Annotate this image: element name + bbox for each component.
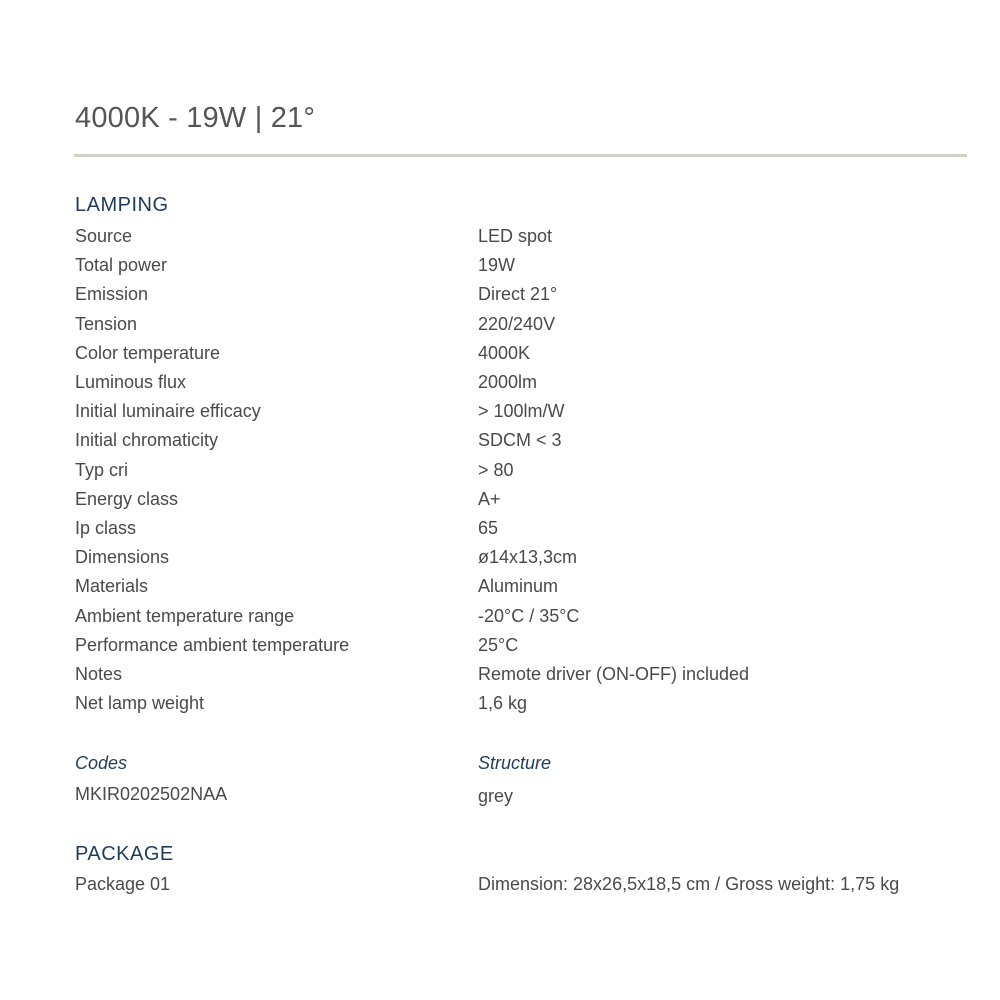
spec-row: [75, 426, 955, 455]
structure-value: grey: [478, 786, 514, 806]
codes-value: MKIR0202502NAA: [75, 784, 228, 804]
codes-label: Codes: [75, 753, 128, 773]
spec-row: [75, 456, 955, 485]
spec-label: Ip class: [75, 517, 137, 538]
spec-label: Energy class: [75, 488, 179, 509]
spec-label: Ambient temperature range: [75, 605, 295, 626]
spec-row: [75, 397, 955, 426]
package-value: Dimension: 28x26,5x18,5 cm / Gross weight: 1,75 kg: [478, 874, 900, 894]
spec-value: 19W: [478, 255, 516, 276]
spec-value: > 80: [478, 459, 514, 480]
spec-label: Notes: [75, 663, 123, 684]
spec-label: Luminous flux: [75, 372, 187, 393]
spec-label: Materials: [75, 576, 149, 597]
spec-value: 65: [478, 517, 499, 538]
spec-label: Typ cri: [75, 459, 129, 480]
package-heading: PACKAGE: [75, 843, 174, 865]
spec-row: [75, 310, 955, 339]
spec-value: 25°C: [478, 634, 519, 655]
spec-row: [75, 660, 955, 689]
spec-value: -20°C / 35°C: [478, 605, 580, 626]
spec-row: [75, 280, 955, 309]
spec-label: Total power: [75, 255, 168, 276]
spec-value: Aluminum: [478, 576, 559, 597]
spec-row: [75, 631, 955, 660]
spec-row: [75, 251, 955, 280]
lamping-heading: LAMPING: [75, 194, 169, 216]
lamping-spec-list: [75, 222, 955, 718]
spec-label: Tension: [75, 313, 138, 334]
spec-value: SDCM < 3: [478, 430, 562, 451]
spec-label: Initial chromaticity: [75, 430, 219, 451]
spec-row: [75, 514, 955, 543]
spec-label: Color temperature: [75, 342, 221, 363]
spec-row: [75, 222, 955, 251]
spec-value: A+: [478, 488, 501, 509]
spec-label: Emission: [75, 284, 149, 305]
spec-label: Performance ambient temperature: [75, 634, 350, 655]
spec-row: [75, 601, 955, 630]
spec-label: Net lamp weight: [75, 693, 205, 714]
spec-label: Source: [75, 226, 133, 247]
spec-value: Direct 21°: [478, 284, 558, 305]
page-title: 4000K - 19W | 21°: [75, 102, 316, 134]
spec-row: [75, 339, 955, 368]
spec-row: [75, 543, 955, 572]
spec-value: LED spot: [478, 226, 553, 247]
package-label: Package 01: [75, 874, 171, 894]
spec-value: ø14x13,3cm: [478, 547, 578, 568]
spec-value: 2000lm: [478, 372, 538, 393]
spec-value: 220/240V: [478, 313, 556, 334]
spec-row: [75, 689, 955, 718]
spec-row: [75, 572, 955, 601]
spec-row: [75, 368, 955, 397]
spec-value: > 100lm/W: [478, 401, 565, 422]
spec-value: Remote driver (ON-OFF) included: [478, 663, 750, 684]
spec-value: 4000K: [478, 342, 531, 363]
spec-label: Dimensions: [75, 547, 170, 568]
structure-label: Structure: [478, 753, 552, 773]
spec-value: 1,6 kg: [478, 693, 528, 714]
spec-label: Initial luminaire efficacy: [75, 401, 261, 422]
spec-row: [75, 485, 955, 514]
title-divider: [74, 154, 967, 157]
